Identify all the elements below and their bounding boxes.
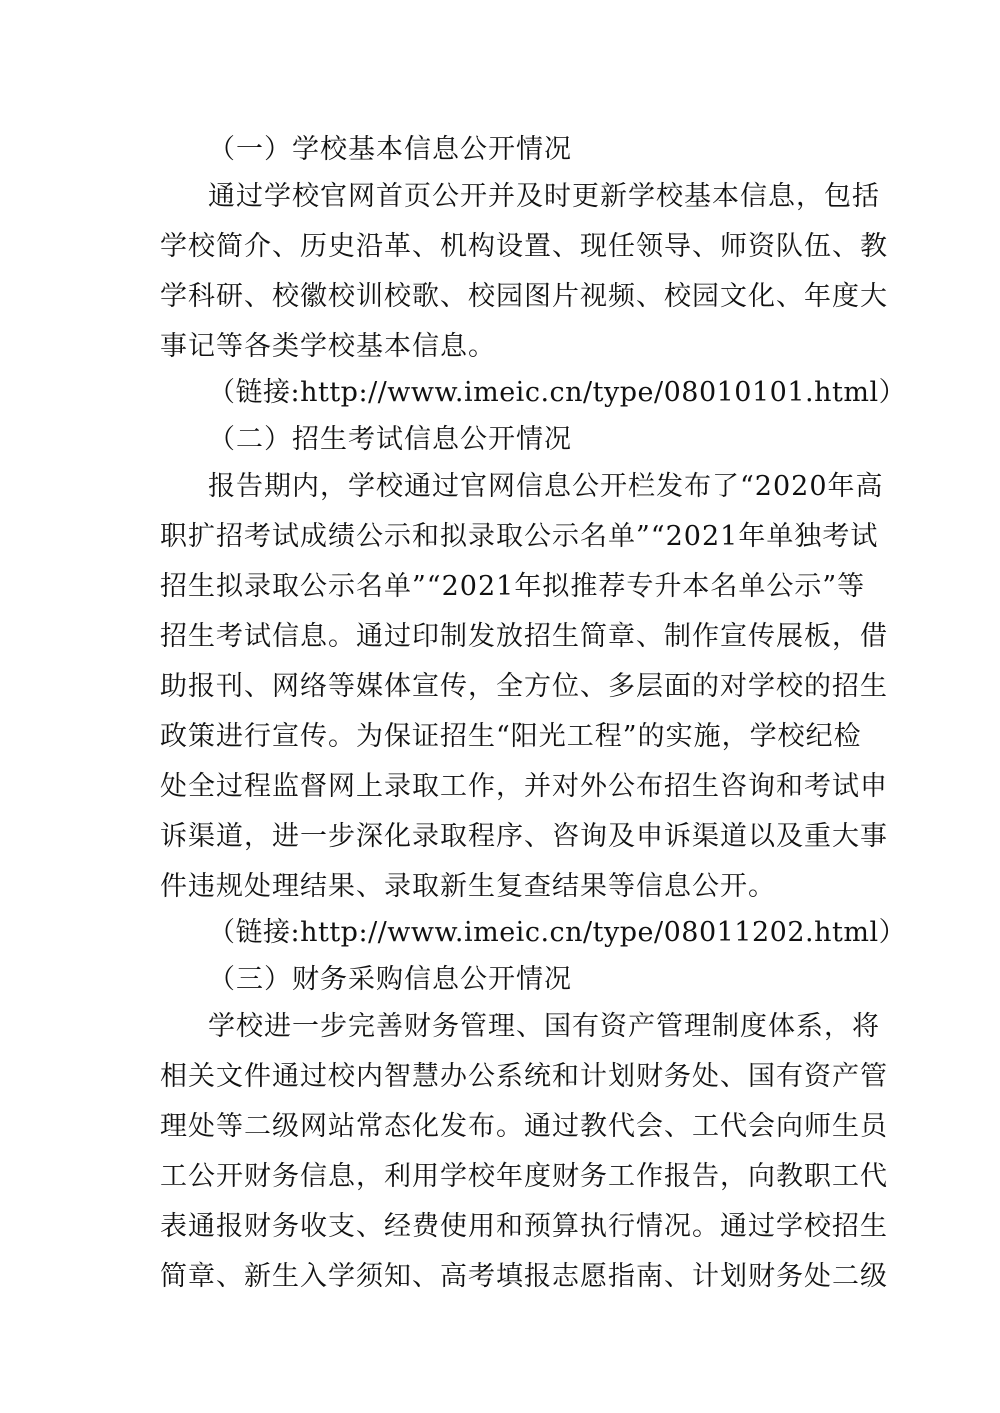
paragraph-line: 事记等各类学校基本信息。 [160,331,496,362]
paragraph-line: 理处等二级网站常态化发布。通过教代会、工代会向师生员 [160,1111,888,1142]
paragraph-line: 职扩招考试成绩公示和拟录取公示名单”“2021年单独考试 [160,521,879,552]
paragraph-line: 通过学校官网首页公开并及时更新学校基本信息，包括 [208,181,880,212]
link-text[interactable]: （链接:http://www.imeic.cn/type/08011202.html） [208,917,907,948]
paragraph-line: 招生拟录取公示名单”“2021年拟推荐专升本名单公示”等 [160,571,866,602]
paragraph-line: 诉渠道，进一步深化录取程序、咨询及申诉渠道以及重大事 [160,821,888,852]
paragraph-line: 学科研、校徽校训校歌、校园图片视频、校园文化、年度大 [160,281,888,312]
paragraph-line: 工公开财务信息，利用学校年度财务工作报告，向教职工代 [160,1161,888,1192]
paragraph-line: 招生考试信息。通过印制发放招生简章、制作宣传展板，借 [160,621,888,652]
paragraph-line: 政策进行宣传。为保证招生“阳光工程”的实施，学校纪检 [160,721,862,752]
section-heading-admissions: （二）招生考试信息公开情况 [208,424,572,455]
paragraph-line: 报告期内，学校通过官网信息公开栏发布了“2020年高 [208,471,884,502]
paragraph-line: 简章、新生入学须知、高考填报志愿指南、计划财务处二级 [160,1261,888,1292]
paragraph-line: 学校简介、历史沿革、机构设置、现任领导、师资队伍、教 [160,231,888,262]
section-heading-finance: （三）财务采购信息公开情况 [208,964,572,995]
paragraph-line: 学校进一步完善财务管理、国有资产管理制度体系，将 [208,1011,880,1042]
paragraph-line: 件违规处理结果、录取新生复查结果等信息公开。 [160,871,776,902]
paragraph-line: 处全过程监督网上录取工作，并对外公布招生咨询和考试申 [160,771,888,802]
paragraph-line: 相关文件通过校内智慧办公系统和计划财务处、国有资产管 [160,1061,888,1092]
section-heading-basic-info: （一）学校基本信息公开情况 [208,134,572,165]
link-text[interactable]: （链接:http://www.imeic.cn/type/08010101.html） [208,377,907,408]
paragraph-line: 表通报财务收支、经费使用和预算执行情况。通过学校招生 [160,1211,888,1242]
paragraph-line: 助报刊、网络等媒体宣传，全方位、多层面的对学校的招生 [160,671,888,702]
